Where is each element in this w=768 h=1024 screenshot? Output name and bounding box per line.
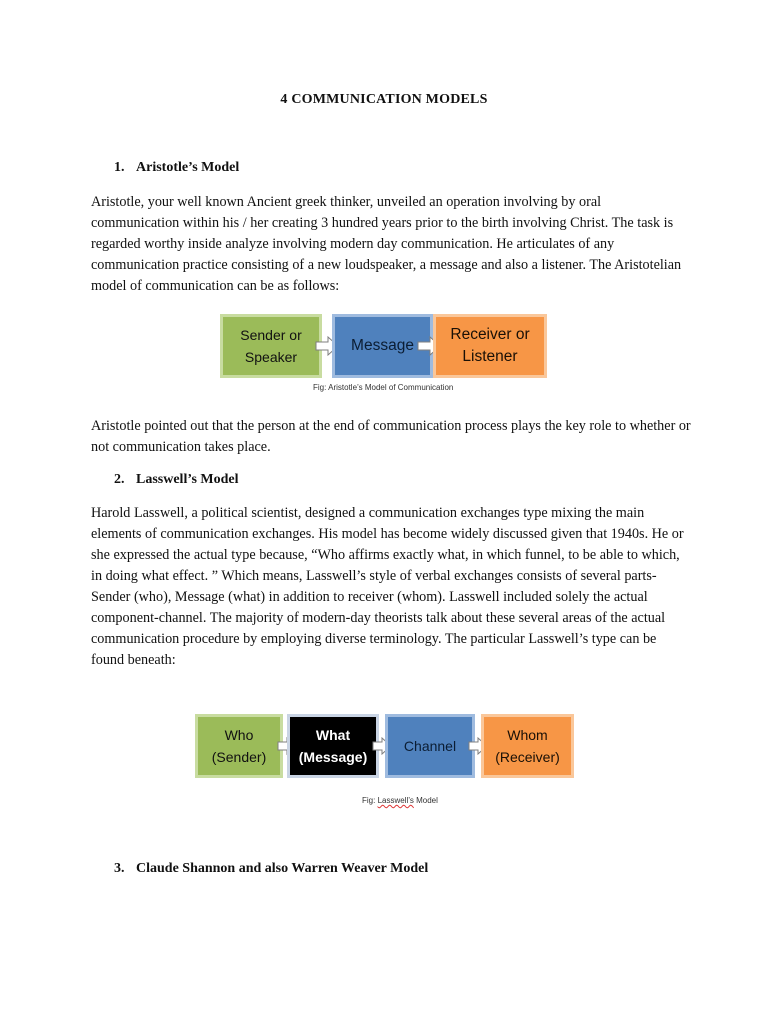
caption-prefix: Fig: (362, 796, 378, 805)
section-2-paragraph-1: Harold Lasswell, a political scientist, designed a communication exchanges type mixing the main elements of communication exchanges. His model has become widely discussed given that 1940s. He or she expressed the actual type because, “Who affirms exactly what, in which funnel, to be able to which, in doing what effect. ” Which means, Lasswell’s style of verbal exchanges consists of several parts- Sender (who), Message (what) in addition to receiver (whom). Lasswell included solely the actual component-channel. The majority of modern-day theorists talk about these several areas of the actual communication procedure by employing diverse terminology. The particular Lasswell’s type can be found beneath: (91, 505, 684, 668)
diagram-box-channel: Channel (385, 714, 475, 778)
section-3-title: Claude Shannon and also Warren Weaver Model (136, 861, 429, 876)
caption-suffix: Model (413, 796, 438, 805)
diagram-box-what: What (Message) (287, 714, 379, 778)
section-3-number: 3. (114, 861, 125, 876)
aristotle-model-diagram (220, 314, 548, 396)
diagram-box-receiver: Receiver or Listener (433, 314, 547, 378)
section-1-paragraph-2: Aristotle pointed out that the person at the end of communication process plays the key role to whether or not communication takes place. (91, 418, 691, 455)
diagram-box-whom: Whom (Receiver) (481, 714, 574, 778)
diagram-box-message: Message (332, 314, 433, 378)
figure-caption (362, 796, 438, 805)
section-1-paragraph-1: Aristotle, your well known Ancient greek thinker, unveiled an operation involving by oral communication within his / her creating 3 hundred years prior to the birth involving Christ. The task is regarded worthy inside analyze involving modern day communication. He articulates of any communication practice consisting of a new loudspeaker, a message and also a listener. The Aristotelian model of communication can be as follows: (91, 194, 682, 294)
section-1-title: Aristotle’s Model (136, 160, 240, 175)
section-1-number: 1. (114, 160, 125, 175)
figure-caption: Fig: Aristotle’s Model of Communication (313, 383, 454, 392)
section-2-heading (114, 472, 239, 488)
section-2-number: 2. (114, 472, 125, 487)
caption-name: Lasswell’s (377, 796, 414, 805)
lasswell-model-diagram (195, 714, 575, 810)
diagram-box-sender: Sender or Speaker (220, 314, 322, 378)
section-1-heading (114, 160, 239, 176)
diagram-box-who: Who (Sender) (195, 714, 283, 778)
section-3-heading (114, 861, 428, 877)
section-2-title: Lasswell’s Model (136, 472, 239, 487)
document-title: 4 COMMUNICATION MODELS (280, 92, 488, 107)
